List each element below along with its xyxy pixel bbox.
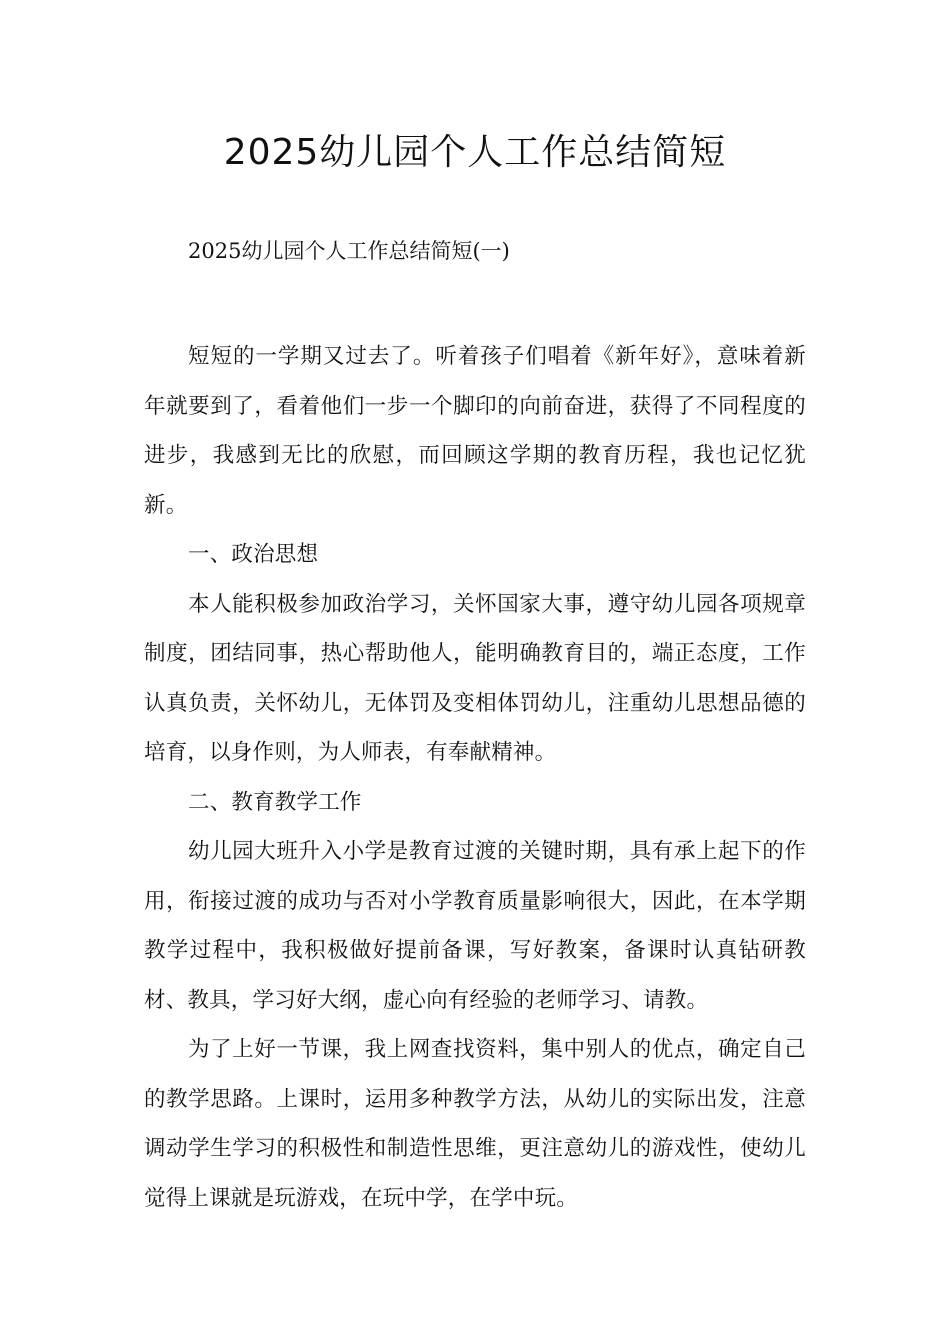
paragraph-intro: 短短的一学期又过去了。听着孩子们唱着《新年好》，意味着新年就要到了，看着他们一步一个脚印的向前奋进，获得了不同程度的进步，我感到无比的欣慰，而回顾这学期的教育历程，我也记忆犹新。 (144, 344, 806, 518)
paragraph-teaching-methods: 为了上好一节课，我上网查找资料，集中别人的优点，确定自己的教学思路。上课时，运用多种教学方法，从幼儿的实际出发，注意调动学生学习的积极性和制造性思维，更注意幼儿的游戏性，使幼儿觉得上课就是玩游戏，在玩中学，在学中玩。 (144, 1037, 806, 1211)
paragraph-political-thought: 本人能积极参加政治学习，关怀国家大事，遵守幼儿园各项规章制度，团结同事，热心帮助他人，能明确教育目的，端正态度，工作认真负责，关怀幼儿，无体罚及变相体罚幼儿，注重幼儿思想品德的培育，以身作则，为人师表，有奉献精神。 (144, 591, 806, 765)
document-body (144, 332, 806, 1223)
section-subtitle: 2025幼儿园个人工作总结简短(一) (188, 239, 510, 263)
heading-political-thought: 一、政治思想 (188, 542, 319, 567)
page-title: 2025幼儿园个人工作总结简短 (223, 132, 727, 173)
heading-teaching-work: 二、教育教学工作 (188, 789, 362, 815)
paragraph-teaching-transition: 幼儿园大班升入小学是教育过渡的关键时期，具有承上起下的作用，衔接过渡的成功与否对小学教育质量影响很大，因此，在本学期教学过程中，我积极做好提前备课，写好教案，备课时认真钻研教材、教具，学习好大纲，虚心向有经验的老师学习、请教。 (144, 839, 806, 1013)
